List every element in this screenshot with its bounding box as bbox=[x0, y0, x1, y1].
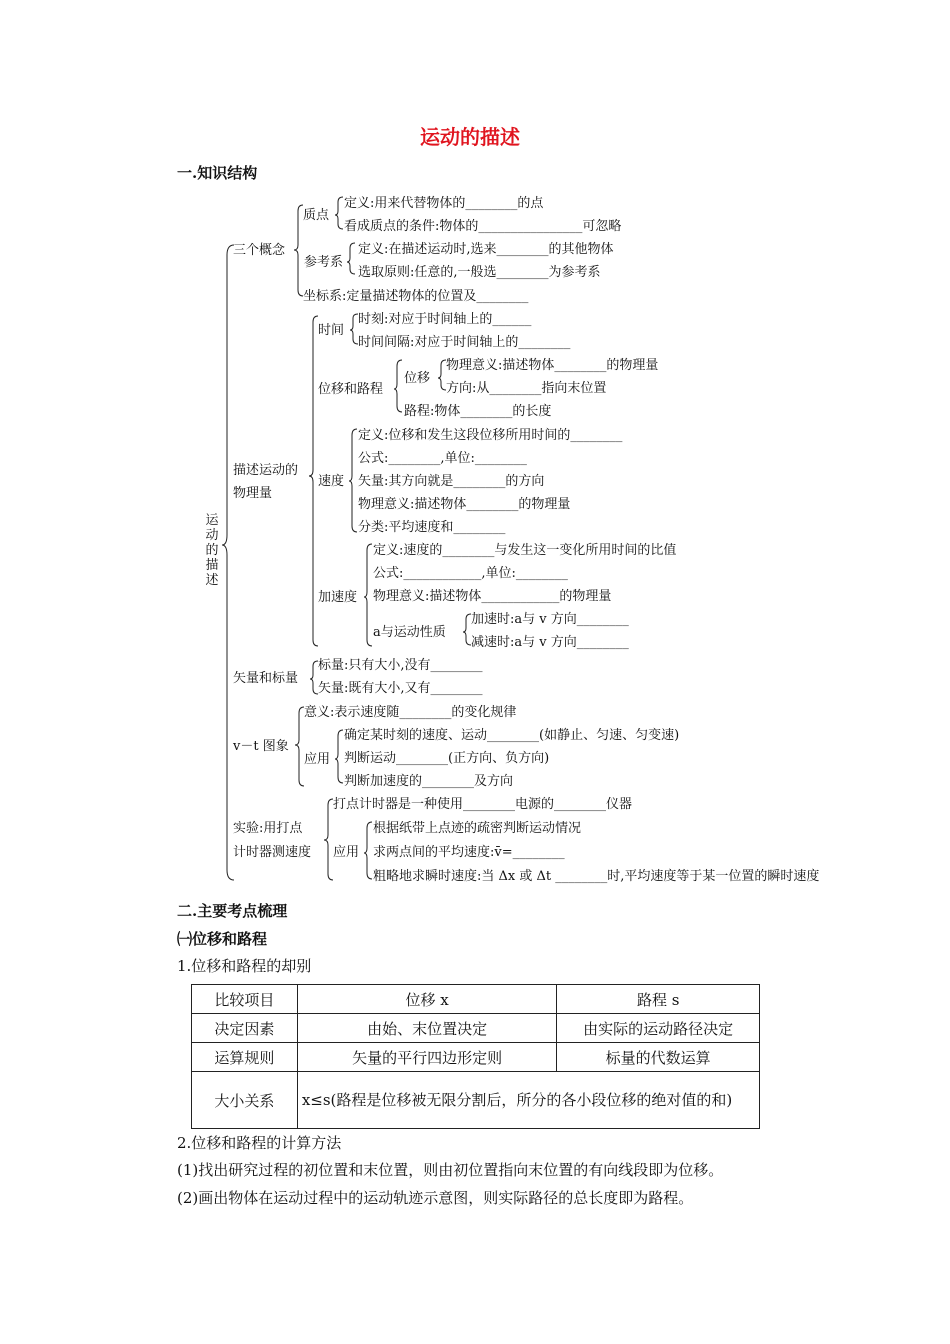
time-interval: 时间间隔:对应于时间轴上的________ bbox=[358, 335, 571, 350]
group-vt-graph: v－t 图象 bbox=[233, 739, 289, 754]
vt-application-velocity: 确定某时刻的速度、运动________(如静止、匀速、匀变速) bbox=[344, 728, 680, 743]
node-vt-application: 应用 bbox=[304, 752, 331, 767]
node-time: 时间 bbox=[318, 323, 345, 338]
vt-application-acceleration: 判断加速度的________及方向 bbox=[344, 774, 514, 789]
table-cell: 标量的代数运算 bbox=[557, 1043, 760, 1072]
reference-principle: 选取原则:任意的,一般选________为参考系 bbox=[358, 265, 601, 280]
node-displacement: 位移 bbox=[404, 371, 431, 386]
paragraph-4: (2)画出物体在运动过程中的运动轨迹示意图，则实际路径的总长度即为路程。 bbox=[177, 1189, 694, 1207]
acceleration-formula: 公式:____________,单位:________ bbox=[373, 566, 568, 581]
experiment-average-velocity: 求两点间的平均速度:v̄=________ bbox=[373, 845, 565, 860]
table-row bbox=[192, 1014, 760, 1043]
comparison-table bbox=[191, 984, 760, 1129]
table-cell: 由实际的运动路径决定 bbox=[557, 1014, 760, 1043]
section-heading-key-points: 二.主要考点梳理 bbox=[177, 902, 288, 920]
vt-meaning: 意义:表示速度随________的变化规律 bbox=[304, 705, 517, 720]
acceleration-speedup: 加速时:a与 v 方向________ bbox=[471, 612, 629, 627]
path-length: 路程:物体________的长度 bbox=[404, 404, 552, 419]
section-heading-structure: 一.知识结构 bbox=[177, 164, 258, 182]
vt-application-direction: 判断运动________(正方向、负方向) bbox=[344, 751, 550, 766]
node-velocity: 速度 bbox=[318, 474, 345, 489]
node-reference-frame: 参考系 bbox=[304, 255, 344, 270]
node-experiment-application: 应用 bbox=[333, 845, 360, 860]
group-vector-scalar: 矢量和标量 bbox=[233, 671, 299, 686]
group-experiment-line1: 实验:用打点 bbox=[233, 821, 303, 836]
table-cell: 运算规则 bbox=[192, 1043, 298, 1072]
experiment-timer: 打点计时器是一种使用________电源的________仪器 bbox=[333, 797, 633, 812]
particle-condition: 看成质点的条件:物体的________________可忽略 bbox=[344, 219, 622, 234]
group-three-concepts: 三个概念 bbox=[233, 243, 286, 258]
velocity-formula: 公式:________,单位:________ bbox=[358, 451, 527, 466]
velocity-definition: 定义:位移和发生这段位移所用时间的________ bbox=[358, 428, 623, 443]
table-cell: 矢量的平行四边形定则 bbox=[297, 1043, 557, 1072]
table-cell: 位移 x bbox=[297, 985, 557, 1014]
vector-definition: 矢量:既有大小,又有________ bbox=[318, 681, 483, 696]
table-row bbox=[192, 985, 760, 1014]
acceleration-definition: 定义:速度的________与发生这一变化所用时间的比值 bbox=[373, 543, 677, 558]
velocity-vector: 矢量:其方向就是________的方向 bbox=[358, 474, 545, 489]
displacement-direction: 方向:从________指向末位置 bbox=[446, 381, 607, 396]
node-acceleration-motion: a与运动性质 bbox=[373, 625, 446, 640]
velocity-meaning: 物理意义:描述物体________的物理量 bbox=[358, 497, 571, 512]
table-cell: 大小关系 bbox=[192, 1072, 298, 1129]
root-label: 运动的描述 bbox=[205, 513, 219, 588]
table-cell: 决定因素 bbox=[192, 1014, 298, 1043]
node-displacement-path: 位移和路程 bbox=[318, 382, 384, 397]
displacement-meaning: 物理意义:描述物体________的物理量 bbox=[446, 358, 659, 373]
reference-definition: 定义:在描述运动时,选来________的其他物体 bbox=[358, 242, 614, 257]
table-cell: x≤s(路程是位移被无限分割后，所分的各小段位移的绝对值的和) bbox=[297, 1072, 759, 1129]
group-physical-quantities-line1: 描述运动的 bbox=[233, 463, 299, 478]
time-instant: 时刻:对应于时间轴上的______ bbox=[358, 312, 532, 327]
acceleration-meaning: 物理意义:描述物体____________的物理量 bbox=[373, 589, 612, 604]
paragraph-3: (1)找出研究过程的初位置和末位置，则由初位置指向末位置的有向线段即为位移。 bbox=[177, 1161, 724, 1179]
table-row bbox=[192, 1043, 760, 1072]
table-cell: 由始、末位置决定 bbox=[297, 1014, 557, 1043]
scalar-definition: 标量:只有大小,没有________ bbox=[318, 658, 483, 673]
paragraph-1: 1.位移和路程的却别 bbox=[177, 957, 312, 975]
velocity-classification: 分类:平均速度和________ bbox=[358, 520, 506, 535]
node-particle: 质点 bbox=[303, 208, 330, 223]
node-acceleration: 加速度 bbox=[318, 590, 358, 605]
group-experiment-line2: 计时器测速度 bbox=[233, 845, 312, 860]
experiment-instant-velocity: 粗略地求瞬时速度:当 Δx 或 Δt ________时,平均速度等于某一位置的瞬时速度 bbox=[373, 869, 820, 884]
experiment-tape: 根据纸带上点迹的疏密判断运动情况 bbox=[373, 821, 582, 836]
particle-definition: 定义:用来代替物体的________的点 bbox=[344, 196, 544, 211]
table-cell: 路程 s bbox=[557, 985, 760, 1014]
subsection-displacement-path: ㈠位移和路程 bbox=[177, 930, 268, 948]
group-physical-quantities-line2: 物理量 bbox=[233, 486, 273, 501]
table-row bbox=[192, 1072, 760, 1129]
acceleration-slowdown: 减速时:a与 v 方向________ bbox=[471, 635, 629, 650]
paragraph-2: 2.位移和路程的计算方法 bbox=[177, 1134, 342, 1152]
coordinate-system: 坐标系:定量描述物体的位置及________ bbox=[303, 289, 529, 304]
table-cell: 比较项目 bbox=[192, 985, 298, 1014]
page-title: 运动的描述 bbox=[420, 125, 520, 149]
